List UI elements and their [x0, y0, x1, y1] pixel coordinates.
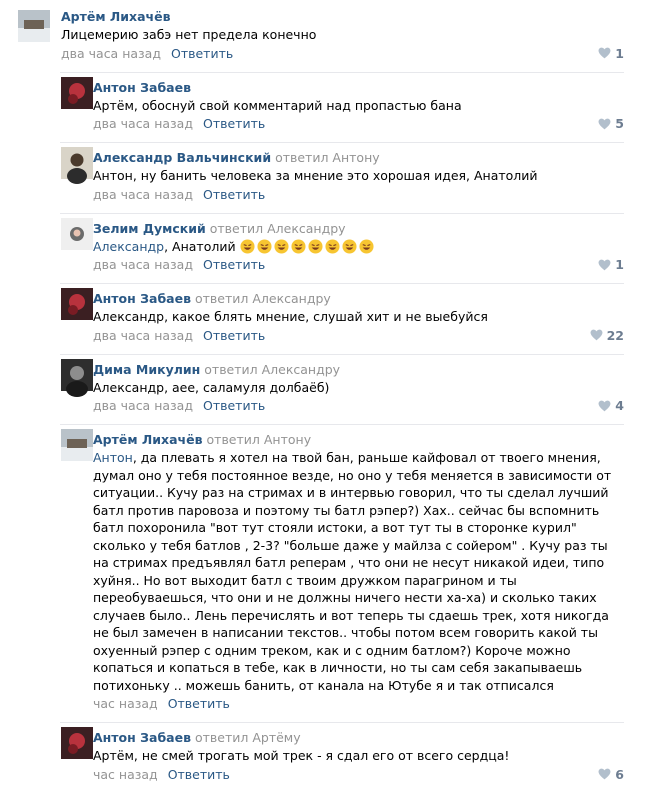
comment-date[interactable]: два часа назад	[61, 45, 161, 61]
comment-text: Лицемерию забэ нет предела конечно	[61, 27, 317, 42]
comment-date[interactable]: два часа назад	[93, 398, 193, 413]
like-count: 1	[615, 257, 624, 272]
comment	[60, 722, 624, 793]
comment	[60, 354, 624, 425]
reply-target[interactable]: ответил Александру	[194, 291, 331, 306]
like-button[interactable]	[598, 115, 624, 132]
like-button[interactable]	[598, 45, 624, 62]
like-button[interactable]	[598, 397, 624, 414]
heart-icon	[598, 768, 611, 780]
reply-target[interactable]: ответил Александру	[209, 220, 346, 236]
comment-date[interactable]: два часа назад	[93, 116, 193, 131]
comment-author[interactable]: Антон Забаев	[93, 291, 191, 306]
reply-button[interactable]: Ответить	[167, 766, 230, 782]
comment-author[interactable]: Зелим Думский	[93, 220, 206, 236]
comment-text	[93, 238, 624, 256]
comment	[60, 213, 624, 284]
comment	[60, 72, 624, 143]
avatar[interactable]	[61, 288, 93, 320]
like-button[interactable]	[590, 327, 624, 344]
comment-author[interactable]: Антон Забаев	[93, 79, 191, 95]
reply-button[interactable]: Ответить	[202, 116, 266, 131]
comment-author[interactable]: Антон Забаев	[93, 730, 191, 745]
avatar[interactable]	[18, 10, 50, 42]
comment-text: Антон, ну банить человека за мнение это хорошая идея, Анатолий	[93, 168, 538, 183]
comment-date[interactable]: два часа назад	[93, 257, 193, 272]
heart-icon	[598, 259, 611, 271]
reply-button[interactable]: Ответить	[167, 696, 230, 711]
avatar[interactable]	[61, 77, 93, 109]
heart-icon	[590, 329, 603, 341]
comment	[60, 424, 624, 722]
comment-text-rest: , да плевать я хотел на твой бан, раньше кайфовал от твоего мнения, думал оно у тебя постоянное везде, но оно у тебя меняется в зависимости от ситуации.. Кучу раз на стримах и в интервью говорил, что ты сделал лучший батл против паровоза и поэтому ты батл рэпер?) Хах.. сейчас бы вспомнить батл похоронила "вот тут стояли истоки, а вот тут ты в сторонке курил" сколько у тебя батлов , 2-3? "больше даже у майлза с сойером" . Кучу раз ты на стримах предъявлял батл реперам , что они не несут никакой идеи, типо хуйня.. Но вот выходит батл с твоим дружком парагрином и ты переобуваешься, что они и не должны ничего нести ха-ха) и сколько таких случаев было.. Лень перечислять и вот теперь ты сдаешь трек, хотя никогда не был замечен в написании текстов.. чтобы потом всем говорить какой ты охуенный рэпер с одним треком, как и с одним батлом?) Короче можно копаться и копаться в тебе, как в личности, но ты сам себя закапываешь потихоньку .. можешь банить, от канала на Ютубе я и так отписался	[93, 450, 612, 693]
comment-date[interactable]: час назад	[93, 766, 158, 782]
rofl-emoji-icon	[308, 239, 323, 254]
comment	[60, 283, 624, 354]
heart-icon	[598, 47, 611, 59]
comment-text-rest: , Анатолий	[164, 238, 236, 254]
avatar[interactable]	[61, 218, 93, 250]
mention-link[interactable]: Антон	[93, 450, 133, 465]
rofl-emoji-icon	[274, 239, 289, 254]
like-count: 1	[615, 45, 624, 61]
comment-author[interactable]: Артём Лихачёв	[61, 9, 171, 24]
avatar[interactable]	[61, 429, 93, 461]
comment	[60, 142, 624, 213]
comment	[0, 8, 646, 72]
reply-button[interactable]: Ответить	[202, 186, 266, 202]
heart-icon	[598, 118, 611, 130]
reply-button[interactable]: Ответить	[202, 327, 266, 343]
comment-text: Александр, какое блять мнение, слушай хит и не выебуйся	[93, 309, 488, 324]
reply-target[interactable]: ответил Антону	[206, 432, 312, 447]
comment-text: Артём, не смей трогать мой трек - я сдал его от всего сердца!	[93, 748, 510, 763]
comment-text: Александр, аее, саламуля долбаёб)	[93, 379, 330, 395]
avatar[interactable]	[61, 727, 93, 759]
comment-author[interactable]: Александр Вальчинский	[93, 150, 272, 165]
like-count: 6	[615, 766, 624, 782]
rofl-emoji-icon	[342, 239, 357, 254]
like-button[interactable]	[598, 256, 624, 273]
like-count: 4	[615, 398, 624, 413]
rofl-emoji-icon	[291, 239, 306, 254]
comment-text: Артём, обоснуй свой комментарий над пропастью бана	[93, 97, 462, 113]
reply-target[interactable]: ответил Артёму	[194, 730, 301, 745]
like-count: 22	[606, 327, 624, 343]
comment-text	[93, 449, 624, 694]
like-count: 5	[615, 116, 624, 131]
comment-date[interactable]: час назад	[93, 696, 158, 711]
avatar[interactable]	[61, 359, 93, 391]
rofl-emoji-icon	[325, 239, 340, 254]
like-button[interactable]	[598, 766, 624, 783]
rofl-emoji-icon	[359, 239, 374, 254]
heart-icon	[598, 400, 611, 412]
rofl-emoji-icon	[257, 239, 272, 254]
mention-link[interactable]: Александр	[93, 238, 165, 254]
comment-date[interactable]: два часа назад	[93, 186, 193, 202]
reply-button[interactable]: Ответить	[170, 45, 234, 61]
reply-button[interactable]: Ответить	[202, 398, 266, 413]
comment-author[interactable]: Дима Микулин	[93, 361, 201, 377]
reply-button[interactable]: Ответить	[202, 257, 266, 272]
avatar[interactable]	[61, 147, 93, 179]
comment-date[interactable]: два часа назад	[93, 327, 193, 343]
comment-author[interactable]: Артём Лихачёв	[93, 432, 203, 447]
rofl-emoji-icon	[240, 239, 255, 254]
reply-target[interactable]: ответил Антону	[275, 150, 380, 165]
reply-target[interactable]: ответил Александру	[204, 361, 341, 377]
